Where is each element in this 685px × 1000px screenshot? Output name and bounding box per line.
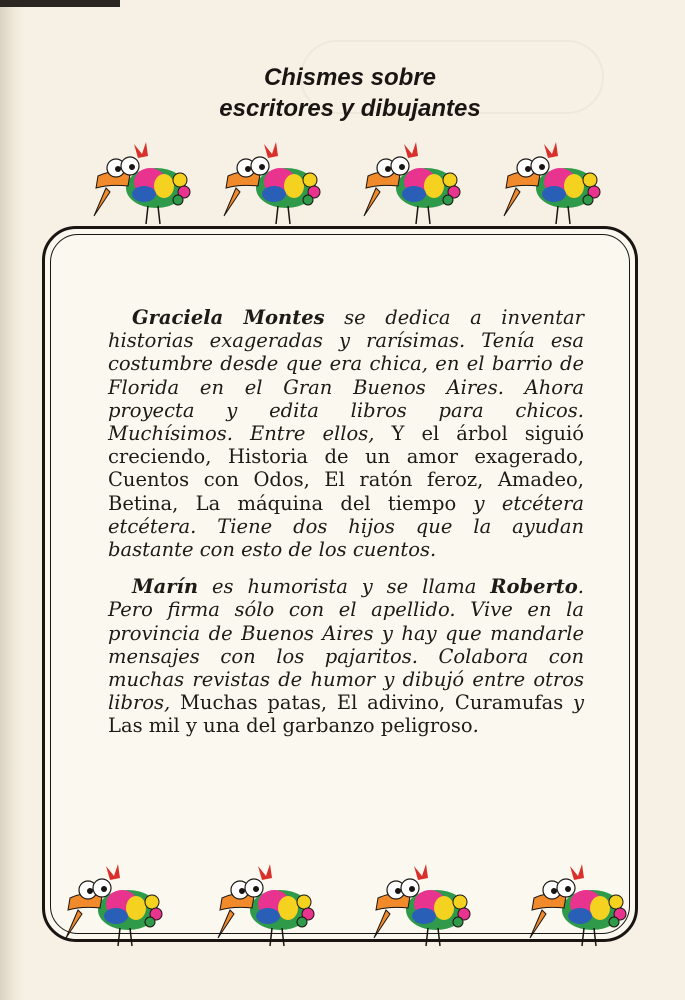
book-titles: Muchas patas, El adivino, Curamufas	[179, 691, 564, 715]
paragraph-text: y	[563, 691, 585, 715]
paragraph-text: .	[472, 714, 479, 738]
illustrator-first-name: Roberto	[490, 575, 578, 599]
paragraph-text: es humorista y se llama	[198, 575, 491, 599]
bird-illustration-icon	[76, 140, 196, 230]
title-line-1: Chismes sobre	[263, 64, 437, 91]
bird-illustration-icon	[512, 862, 632, 952]
author-name: Graciela Montes	[132, 306, 325, 329]
book-spine-shadow	[0, 0, 24, 1000]
paragraph-marin	[108, 575, 584, 737]
bird-illustration-icon	[356, 862, 476, 952]
paragraph-text: . Pero firma sólo con el apellido. Vive en la provincia de Buenos Aires y hay que mandarle mensajes con los pajaritos. Colabora con muchas revistas de humor y dibujó entre otros libros,	[108, 575, 584, 715]
bird-illustration-icon	[48, 862, 168, 952]
paragraph-graciela-montes	[108, 306, 584, 561]
paragraph-text: se dedica a inventar historias exageradas y rarísimas. Tenía esa costumbre desde que era chica, en el barrio de Florida en el Gran Buenos Aires. Ahora proyecta y edita libros para chicos. Muchísimos. Entre ellos,	[108, 306, 584, 446]
top-edge-mark	[0, 0, 120, 7]
bird-illustration-icon	[200, 862, 320, 952]
paragraph-text: y etcétera etcétera. Tiene dos hijos que la ayudan bastante con esto de los cuentos.	[108, 491, 584, 562]
bird-illustration-icon	[346, 140, 466, 230]
bird-illustration-icon	[206, 140, 326, 230]
article-body	[108, 306, 584, 752]
page-title	[100, 62, 600, 124]
bird-illustration-icon	[486, 140, 606, 230]
title-line-2: escritores y dibujantes	[219, 95, 481, 122]
book-titles: Las mil y una del garbanzo peligroso	[108, 714, 473, 738]
book-titles: Y el árbol siguió creciendo, Historia de un amor exagerado, Cuentos con Odos, El ratón feroz, Amadeo, Betina, La máquina del tiempo	[108, 422, 584, 515]
illustrator-name: Marín	[132, 575, 199, 599]
